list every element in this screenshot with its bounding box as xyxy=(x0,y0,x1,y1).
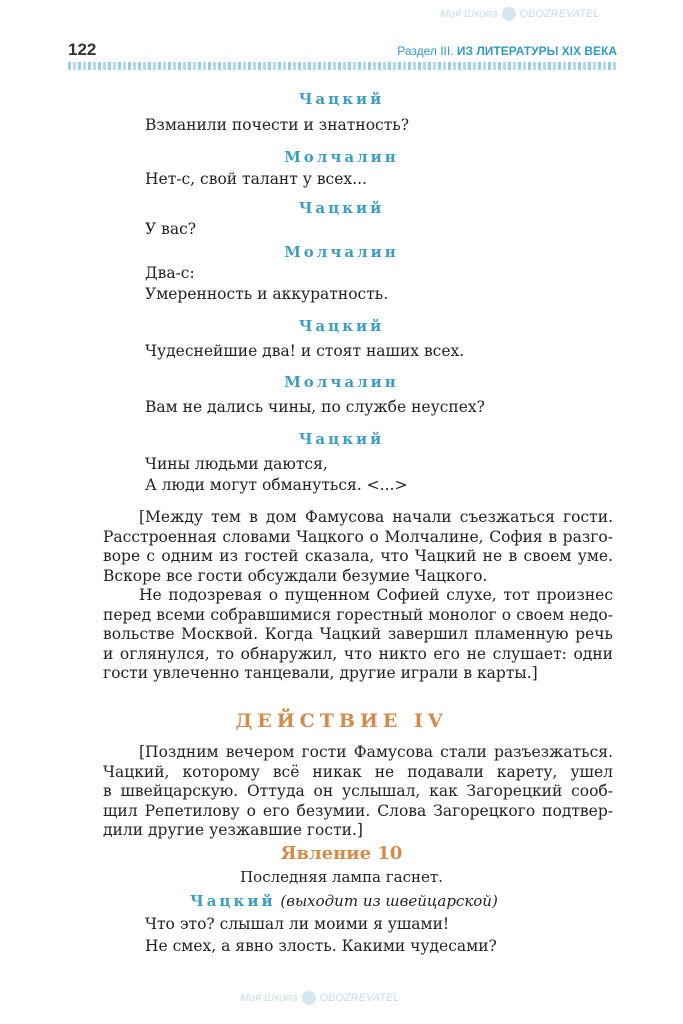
text-line: Чацкий, которому всё никак не подавали карету, ушел xyxy=(103,762,613,781)
speaker-name: Чацкий xyxy=(298,317,385,335)
stage-remark: Последняя лампа гаснет. xyxy=(240,868,443,886)
speaker-name: Чацкий xyxy=(298,90,385,108)
text-line: воре с одним из гостей сказала, что Чацкий не в своем уме. xyxy=(103,547,613,565)
text-line: Вскоре все гости обсуждали безумие Чацкого. xyxy=(103,566,488,585)
verse-line: Два-с: xyxy=(145,264,195,282)
verse-line: А люди могут обмануться. <...> xyxy=(145,476,408,494)
text-line: Не подозревая о пущенном Софией слухе, тот произнес xyxy=(139,586,613,604)
summary-paragraph xyxy=(103,508,613,684)
watermark: Моя Школа OBOZREVATEL xyxy=(440,8,600,20)
verse-line: Нет-с, свой талант у всех... xyxy=(145,170,367,188)
text-line: Расстроенная словами Чацкого о Молчалине, София в разго- xyxy=(103,527,613,546)
verse-line: Чины людьми даются, xyxy=(145,455,328,473)
text-line: гости увлеченно танцевали, другие играли в карты.] xyxy=(103,664,538,682)
speaker-name: Молчалин xyxy=(284,243,399,261)
verse-line: Чудеснейшие два! и стоят наших всех. xyxy=(145,342,465,360)
verse-line: Что это? слышал ли моими я ушами! xyxy=(145,915,450,933)
verse-line: Взманили почести и знатность? xyxy=(145,116,410,134)
speaker-name: Чацкий xyxy=(298,430,385,448)
text-line: [Поздним вечером гости Фамусова стали разъезжаться. xyxy=(139,743,613,761)
text-line: в швейцарскую. Оттуда он услышал, как Загорецкий сооб- xyxy=(103,782,613,800)
speaker-name: Молчалин xyxy=(284,148,399,166)
watermark: Моя Школа OBOZREVATEL xyxy=(240,992,400,1004)
speaker-name: Чацкий xyxy=(298,199,385,217)
text-line: [Между тем в дом Фамусова начали съезжаться гости. xyxy=(139,508,613,526)
text-line: перед всеми собравшимися горестный монолог о своем недо- xyxy=(103,605,613,624)
section-title: ИЗ ЛИТЕРАТУРЫ XIX ВЕКА xyxy=(456,44,617,58)
text-line: и оглянулся, то обнаружил, что никто его не слушает: одни xyxy=(103,644,613,663)
ornament-divider xyxy=(68,62,618,70)
speaker-name: Чацкий xyxy=(190,892,276,910)
text-line: дили другие уезжавшие гости.] xyxy=(103,821,363,839)
text-line: вольстве Москвой. Когда Чацкий завершил пламенную речь xyxy=(103,625,613,643)
text-line: щил Репетилову о его безумии. Слова Загорецкого подтвер- xyxy=(103,801,613,820)
verse-line: Не смех, а явно злость. Какими чудесами? xyxy=(145,937,497,955)
page-number: 122 xyxy=(68,40,97,59)
stage-direction: (выходит из швейцарской) xyxy=(280,892,498,910)
summary-paragraph xyxy=(103,743,613,841)
speaker-line xyxy=(190,892,498,910)
verse-line: У вас? xyxy=(145,220,197,238)
act-title: ДЕЙСТВИЕ IV xyxy=(235,710,448,732)
speaker-name: Молчалин xyxy=(284,373,399,391)
section-header xyxy=(397,44,617,58)
verse-line: Умеренность и аккуратность. xyxy=(145,285,389,303)
verse-line: Вам не дались чины, по службе неуспех? xyxy=(145,398,485,416)
section-prefix: Раздел III. xyxy=(397,44,454,58)
scene-title: Явление 10 xyxy=(280,843,403,864)
